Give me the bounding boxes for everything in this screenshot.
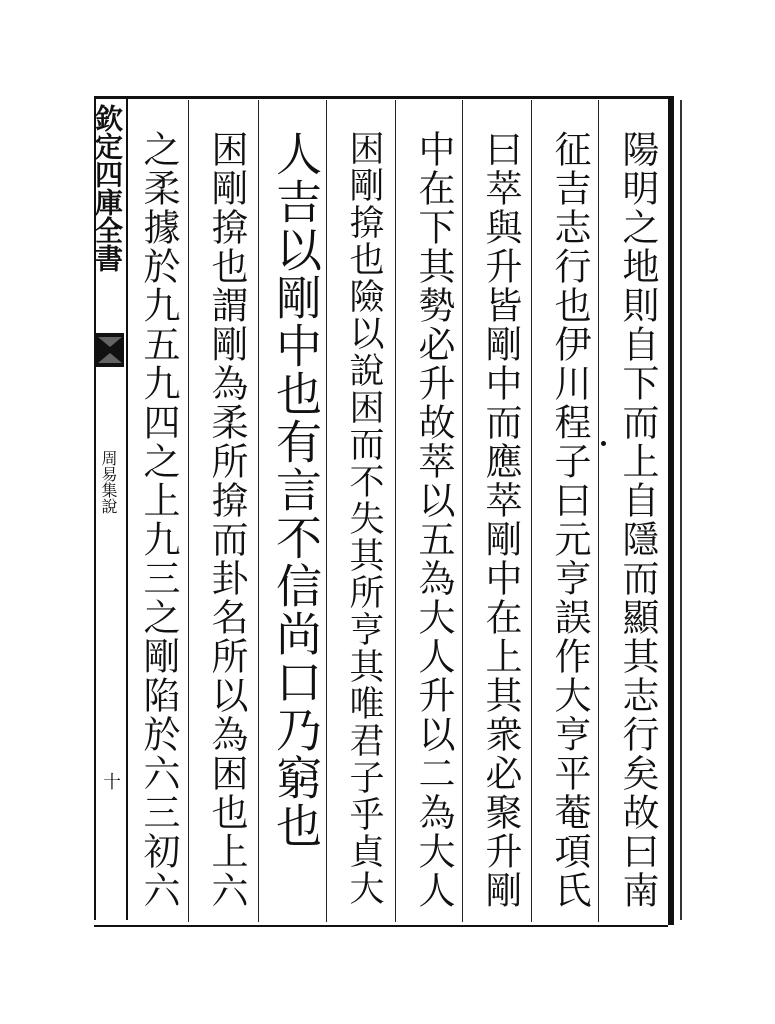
frame-right-outer-line — [680, 100, 682, 920]
text-column-4: 中在下其勢必升故萃以五為大人升以二為大人 — [412, 130, 455, 910]
column-rule — [531, 100, 532, 922]
margin-series-title: 欽定四庫全書 — [91, 104, 124, 272]
text-column-8: 之柔據於九五九四之上九三之剛陷於六三初六 — [137, 130, 180, 910]
text-column-7: 困剛揜也謂剛為柔所揜而卦名所以為困也上六 — [205, 130, 248, 910]
column-rule — [258, 100, 259, 922]
column-rule — [395, 100, 396, 922]
text-column-2: 征吉志行也伊川程子曰元亨誤作大亨平菴項氏 — [548, 130, 591, 910]
margin-book-title: 周易集說 — [99, 450, 118, 514]
text-column-6: 人吉以剛中也有言不信尚口乃窮也 — [269, 130, 323, 850]
text-column-5: 困剛揜也險以說困而不失其所亨其唯君子乎貞大 — [344, 130, 384, 907]
text-column-1: 陽明之地則自下而上自隱而顯其志行矣故曰南 — [616, 130, 659, 910]
fish-tail-mark-icon — [96, 333, 124, 367]
punctuation-dot — [601, 441, 606, 446]
text-column-3: 曰萃與升皆剛中而應萃剛中在上其衆必聚升剛 — [479, 130, 522, 910]
frame-right-border — [668, 96, 674, 925]
column-rule — [326, 100, 327, 922]
column-rule — [188, 100, 189, 922]
margin-page-number: 十 — [100, 772, 121, 790]
